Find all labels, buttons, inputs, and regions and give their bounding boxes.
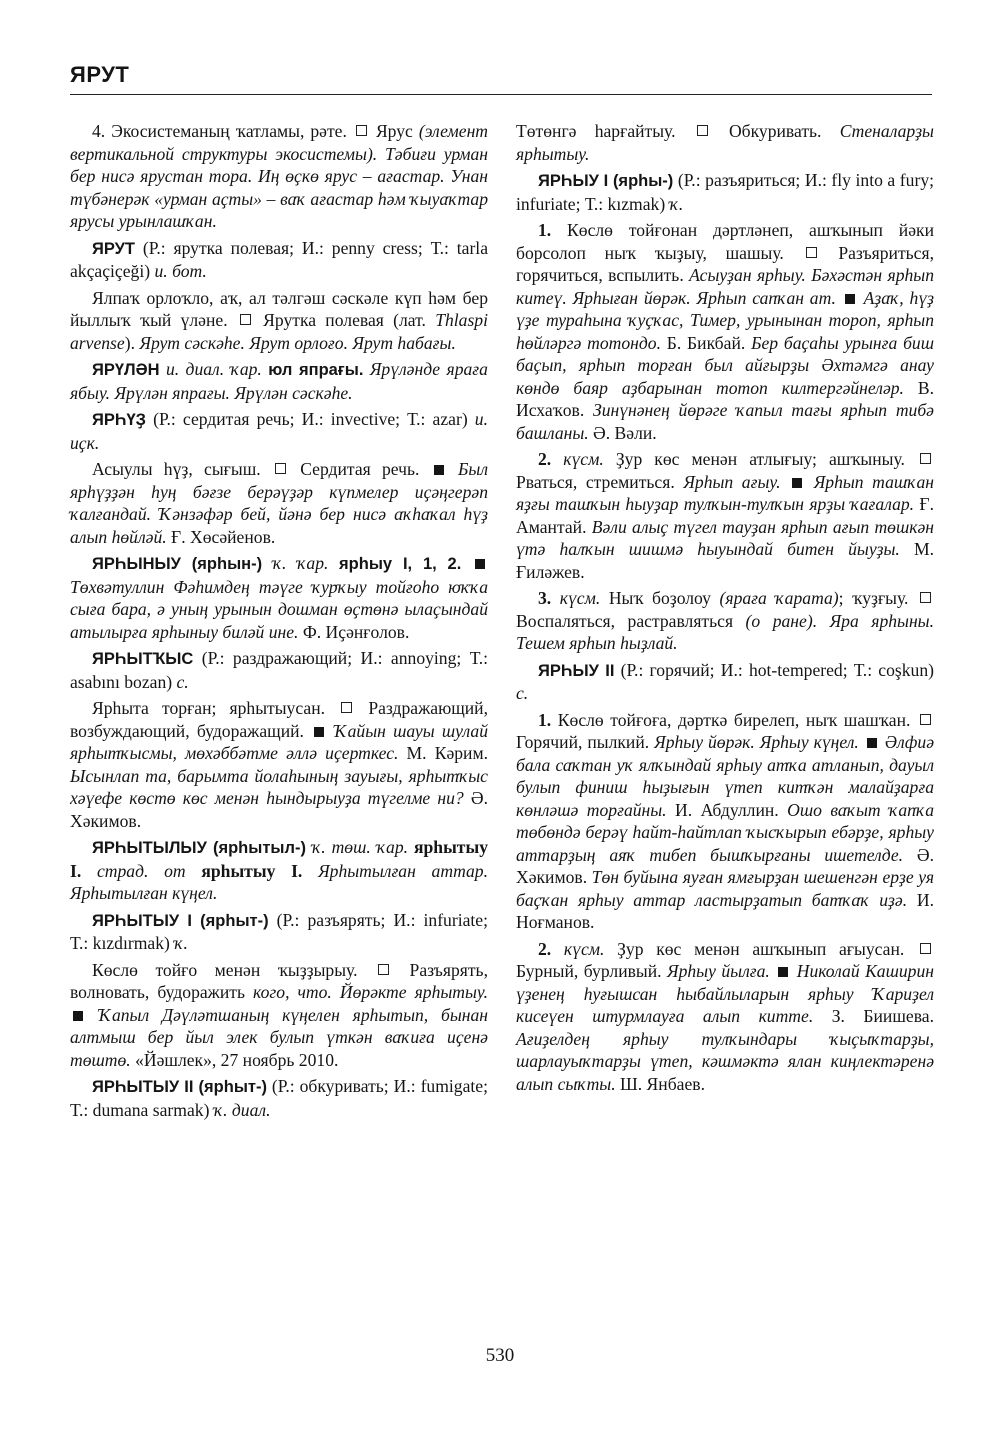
entry-text: Ярутка полевая (лат.: [253, 310, 436, 330]
entry-text: [780, 472, 789, 492]
entry-text: Ғ. Амантай.: [516, 494, 934, 537]
entry-text: [859, 732, 864, 752]
headword: ЯРУТ: [92, 239, 135, 258]
example-square-icon: [867, 738, 877, 748]
dictionary-paragraph: [70, 120, 488, 233]
entry-text: 2.: [538, 449, 552, 469]
dictionary-paragraph: [70, 458, 488, 548]
entry-text: (Р.: разъяриться; И.: fly into a fury; infuriate; Т.: kızmak): [516, 170, 934, 214]
entry-text: Ялпаҡ орлоҡло, аҡ, ал тәлгәш сәскәле күп һәм бер йыллыҡ ҡый үләне.: [70, 287, 488, 330]
entry-text: Ҙур көс менән атлығыу; ашҡыныу.: [603, 449, 917, 469]
entry-text: Ысынлап та, барымта йолаһының зауығы, ярһытҡыс хәүефе көстө көс менән һындырыуҙа түгелме ни?: [70, 765, 488, 808]
entry-text: Ярут сәскәһе. Ярут орлоғо. Ярут һабағы.: [139, 332, 456, 353]
entry-text: с.: [516, 683, 529, 703]
entry-text: Разъяриться, горячиться, вспылить.: [516, 242, 934, 285]
page-number: 530: [485, 1345, 515, 1366]
entry-text: Төхвәтуллин Фәһимдең тәүге ҡурҡыу тойғоһо юҡҡа сыға бара, ә уның урынын дошман өҫтөнә ылаҫындай атылырға ярһыныу биләй ине.: [70, 576, 488, 642]
entry-text: Бер баҫаһы урынға биш баҫып, ярһып торған был айғырҙы Әхтәмгә анау көндө баяр аҙбарынан тотоп килтергәйнеләр.: [516, 332, 934, 398]
entry-text: 1.: [538, 220, 552, 240]
entry-text: [81, 861, 97, 881]
entry-text: Ғ. Хөсәйенов.: [166, 526, 276, 547]
entry-text: В. Исхаҡов.: [516, 377, 934, 420]
entry-text: Төтөнгә һарғайтыу.: [516, 121, 694, 141]
entry-text: Ярһыу йылға.: [667, 961, 770, 981]
entry-text: (яраға ҡарата): [719, 588, 839, 608]
entry-text: [551, 939, 564, 959]
entry-text: Ә. Вәли.: [588, 422, 657, 443]
entry-text: Көслө тойғо менән ҡыҙҙырыу.: [92, 959, 376, 980]
example-square-icon: [475, 559, 485, 569]
entry-text: Ағиҙелдең ярһыу тулҡындары ҡыҫыҡтарҙы, шарлауыҡтарҙы үтеп, кәшмәктә ялан киңлектәренә алып сыҡты.: [516, 1028, 934, 1094]
dictionary-paragraph: [70, 647, 488, 693]
entry-text: 1.: [538, 709, 552, 730]
entry-text: Асыулы һүҙ, сығыш.: [92, 459, 272, 479]
entry-text: И. Ноғманов.: [516, 889, 934, 932]
entry-text: и. иҫк.: [70, 409, 488, 453]
entry-text: ҡ. ҡар.: [272, 553, 329, 573]
entry-text: [770, 961, 775, 981]
entry-text: с.: [176, 671, 189, 692]
entry-text: ярһытыу I.: [70, 837, 488, 881]
entry-text: «Йәшлек», 27 ноябрь 2010.: [130, 1049, 339, 1070]
translation-square-icon: [378, 964, 389, 975]
dictionary-paragraph: [70, 1075, 488, 1121]
entry-text: Thlaspi arvense: [70, 310, 488, 353]
entry-text: Ярһып ташҡан яҙғы ташҡын һыуҙар тулҡын-тулҡын ярҙы ҡағалар.: [516, 471, 934, 514]
headword: ЯРҺҮҘ: [92, 411, 146, 429]
entry-text: Көслө тойғонан дәртләнеп, ашҡынып йәки борсолоп ныҡ ҡыҙыу, шашыу.: [516, 220, 934, 263]
example-square-icon: [778, 967, 788, 977]
headword: ЯРҺЫНЫУ (ярһын-): [92, 555, 263, 573]
entry-text: [551, 449, 563, 469]
entry-text: ; ҡуҙғыу.: [838, 588, 917, 608]
dictionary-paragraph: [516, 169, 934, 215]
entry-text: 2.: [538, 938, 552, 959]
entry-text: Ярһытылған аттар. Ярһытылған күңел.: [70, 860, 488, 903]
dictionary-paragraph: [70, 552, 488, 643]
entry-text: [262, 553, 273, 573]
entry-text: Ярус: [369, 121, 419, 141]
entry-text: ҡ. диал.: [213, 1099, 271, 1120]
entry-text: и. бот.: [154, 261, 207, 281]
entry-text: Ярһып ағыу.: [683, 471, 781, 492]
right-column: [516, 120, 934, 1099]
entry-text: Раздражающий, возбуждающий, будоражащий.: [70, 698, 488, 741]
entry-text: Рваться, стремиться.: [516, 471, 684, 492]
entry-text: и. диал. ҡар.: [165, 359, 262, 379]
headword: ЯРҮЛӘН: [92, 361, 160, 379]
entry-text: Сердитая речь.: [288, 459, 431, 479]
translation-square-icon: [920, 714, 931, 725]
entry-text: [186, 861, 202, 881]
headword: ЯРҺЫТЫУ II (ярһыт-): [92, 1078, 267, 1096]
entry-text: ).: [124, 332, 140, 353]
entry-text: Ф. Иҫәнғолов.: [298, 621, 410, 642]
entry-text: 4. Экосистеманың ҡатламы, рәте.: [92, 121, 353, 141]
entry-text: (Р.: обкуривать; И.: fumigate; Т.: dumana sarmak): [70, 1076, 488, 1120]
translation-square-icon: [920, 453, 931, 464]
translation-square-icon: [806, 247, 817, 258]
dictionary-paragraph: [70, 237, 488, 283]
entry-text: (Р.: горячий; И.: hot-tempered; Т.: coşkun): [614, 659, 934, 680]
example-square-icon: [792, 478, 802, 488]
entry-text: Разъярять, волновать, будоражить: [70, 959, 488, 1002]
dictionary-paragraph: [516, 587, 934, 655]
entry-text: Төн буйына яуған ямғырҙан шешенгән ерҙе уя баҫҡан ярһыу аттар ластырҙатып батҡаҡ иҙә.: [516, 867, 935, 910]
dictionary-paragraph: [70, 909, 488, 955]
entry-text: Әлфиә бала саҡтан уҡ ялҡындай ярһыу атҡа атланып, дауыл булып финиш һыҙығын үтеп китҡән малайҙарға көнләшә торғайны.: [516, 732, 935, 820]
entry-text: [447, 459, 458, 479]
entry-text: Ярһыу йөрәк. Ярһыу күңел.: [654, 732, 859, 752]
entry-text: ҡ. төш. ҡар.: [311, 837, 409, 857]
entry-text: М. Кәрим.: [398, 743, 488, 763]
entry-text: Ҡапыл Дәүләтшаның күңелен ярһытып, бынан алтмыш бер йыл элек булып үткән ваҡиға иҫенә төштө.: [70, 1004, 488, 1070]
headword: юл япрағы.: [268, 361, 364, 379]
entry-text: Стеналарҙы ярһытыу.: [516, 121, 934, 164]
dictionary-paragraph: [70, 697, 488, 832]
entry-text: Бурный, бурливый.: [516, 961, 668, 981]
entry-text: (Р.: раздражающий; И.: annoying; Т.: asabını bozan): [70, 648, 488, 692]
entry-text: Ҙур көс менән ашҡынып ағыусан.: [604, 938, 917, 959]
entry-text: страд. от: [96, 860, 186, 881]
translation-square-icon: [240, 314, 251, 325]
dictionary-paragraph: [70, 358, 488, 404]
entry-text: М. Ғиләжев.: [516, 539, 934, 582]
entry-text: [86, 1005, 99, 1025]
headword: ЯРҺЫТЫУ I (ярһыт-): [92, 911, 269, 930]
dictionary-paragraph: [516, 120, 934, 165]
headword: ЯРҺЫУ II: [538, 661, 615, 680]
entry-text: күсм.: [563, 449, 604, 469]
entry-text: күсм.: [559, 588, 601, 608]
entry-text: күсм.: [563, 938, 605, 959]
dictionary-paragraph: [70, 408, 488, 454]
entry-text: Ярһыта торған; ярһытыусан.: [92, 698, 339, 718]
entry-text: ҡ.: [174, 933, 188, 953]
entry-text: [551, 588, 560, 608]
translation-square-icon: [275, 463, 286, 474]
dictionary-paragraph: [516, 938, 934, 1096]
entry-text: Был ярһүҙҙән һуң бәғзе берәүҙәр күпмелер иҫәңгерәп ҡалғандай. Ҡәнзәфәр бей, йәнә бер нисә аҡһаҡал һүҙ алып һөйләй.: [70, 459, 488, 547]
entry-text: (Р.: сердитая речь; И.: invective; Т.: azar): [145, 409, 475, 429]
translation-square-icon: [697, 125, 708, 136]
entry-text: [302, 861, 318, 881]
entry-text: Ш. Янбаев.: [615, 1073, 705, 1094]
dictionary-paragraph: [516, 219, 934, 444]
headword: ЯРҺЫТЫЛЫУ (ярһытыл-): [92, 839, 306, 857]
dictionary-paragraph: [70, 287, 488, 355]
dictionary-paragraph: [516, 448, 934, 583]
entry-text: (элемент вертикальной структуры экосистемы). Тәбиғи урман бер нисә ярустан тора. Иң өҫкө ярус – ағастар. Унан түбәнерәк «урман аҫты» – ваҡ ағастар һәм ҡыуаҡтар ярусы урынлашҡан.: [70, 121, 489, 231]
dictionary-paragraph: [70, 959, 488, 1072]
example-square-icon: [845, 294, 855, 304]
dictionary-paragraph: [516, 659, 934, 705]
entry-text: (Р.: разъярять; И.: infuriate; Т.: kızdırmak): [70, 909, 488, 953]
entry-text: 3.: [538, 588, 552, 608]
entry-text: Обкуривать.: [710, 121, 840, 141]
entry-text: Ҡайын шауы шулай ярһытҡысмы, мөхәббәтме әллә иҫерткес.: [70, 720, 488, 763]
dictionary-paragraph: [516, 709, 934, 934]
headword: ЯРҺЫТҠЫС: [92, 650, 194, 668]
running-head: ЯРУТ: [70, 62, 130, 87]
header-rule: [70, 94, 932, 95]
headword: ярһыу I, 1, 2.: [339, 555, 462, 573]
headword: ЯРҺЫУ I (ярһы-): [538, 172, 674, 190]
entry-text: Ә. Хәкимов.: [70, 788, 488, 831]
entry-text: Горячий, пылкий.: [516, 732, 655, 752]
entry-text: З. Биишева.: [813, 1006, 934, 1026]
entry-text: И. Абдуллин.: [666, 799, 788, 820]
entry-text: Ярүләнде яраға ябыу. Ярүлән япрағы. Ярүлән сәскәһе.: [70, 359, 488, 403]
left-column: [70, 120, 488, 1125]
entry-text: Аҙаҡ, һүҙ үҙе тураһына ҡуҫҡас, Тимер, урынынан тороп, ярһып һөйләргә тотондо.: [516, 287, 934, 353]
entry-text: кого, что. Йөрәкте ярһытыу.: [253, 982, 489, 1002]
entry-text: [805, 472, 814, 492]
example-square-icon: [73, 1011, 83, 1021]
entry-text: Вәли алыҫ түгел тауҙан ярһып ағып төшкән үтә һалҡын шишмә һыуындай битен йыуҙы.: [516, 516, 934, 559]
example-square-icon: [314, 727, 324, 737]
translation-square-icon: [341, 702, 352, 713]
entry-text: Николай Каширин үҙенең һуғышсан һыбайлыларын ярһыу Ҡариҙел кисеүен штурмлауға алып китте.: [516, 961, 934, 1026]
entry-text: ҡ.: [669, 193, 684, 214]
entry-text: ярһытыу I.: [201, 860, 303, 881]
entry-text: Зинүнәнең йөрәге ҡапыл тағы ярһып тибә башланы.: [516, 400, 934, 443]
dictionary-paragraph: [70, 836, 488, 905]
entry-text: Воспаляться, растравляться: [516, 610, 746, 631]
entry-text: (о ране). Яра ярһыны. Тешем ярһып һыҙлай.: [516, 610, 934, 653]
entry-text: (Р.: ярутка полевая; И.: penny cress; Т.: tarla akçaçiçeği): [70, 237, 488, 281]
entry-text: Б. Бикбай.: [660, 332, 752, 353]
translation-square-icon: [920, 943, 931, 954]
entry-text: Ошо ваҡыт ҡапҡа төбөндә берәү һайт-һайтлап ҡысҡырып ебәрҙе, ярһыу аттарҙың аяҡ тибеп бышҡырғаны ишетелде.: [516, 799, 934, 865]
translation-square-icon: [920, 592, 931, 603]
entry-text: Ә. Хәкимов.: [516, 844, 934, 887]
translation-square-icon: [356, 125, 367, 136]
entry-text: [328, 553, 339, 573]
entry-text: Ныҡ боҙолоу: [600, 588, 720, 608]
entry-text: Асыуҙан ярһыу. Бәхәстән ярһып китеү. Ярһыған йөрәк. Ярһып сапҡан ат.: [516, 265, 934, 308]
entry-text: [836, 288, 842, 308]
entry-text: [461, 553, 472, 573]
entry-text: Көслө тойғоға, дәрткә бирелеп, ныҡ шашҡан.: [551, 709, 917, 730]
example-square-icon: [434, 465, 444, 475]
